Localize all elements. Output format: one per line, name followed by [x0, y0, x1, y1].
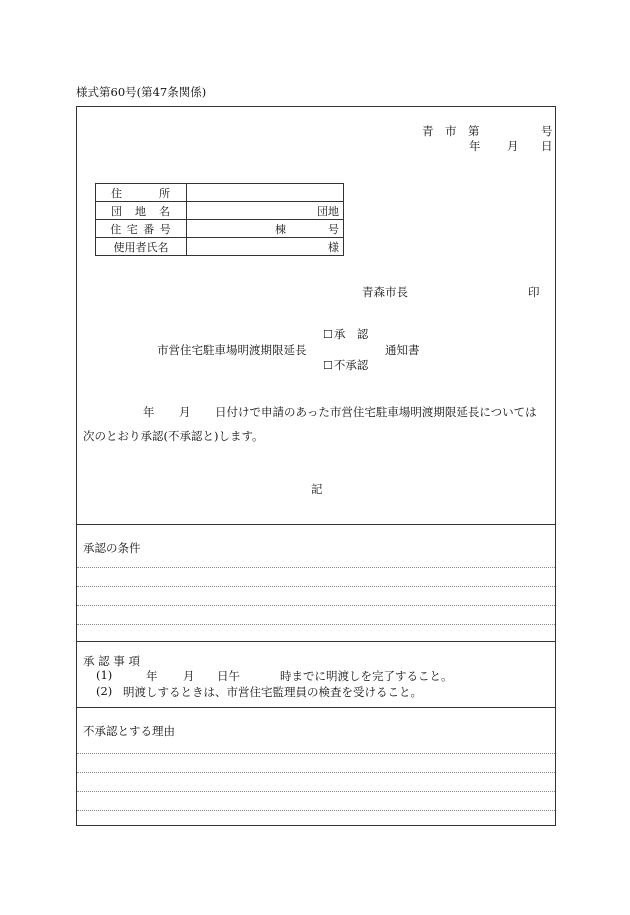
option-reject-label: 不承認 [333, 358, 369, 372]
item1-day: 日午 [217, 669, 240, 683]
body-month: 月 [179, 405, 191, 419]
item1-month: 月 [183, 669, 195, 683]
date-day: 日 [541, 139, 553, 153]
house-number-value [187, 220, 344, 238]
body-line2: 次のとおり承認(不承認と)します。 [83, 429, 264, 443]
address-value [187, 184, 344, 202]
user-name-value: 様 [187, 238, 344, 256]
ki-mark: 記 [311, 482, 323, 496]
date-year: 年 [469, 139, 481, 153]
table-row [96, 220, 344, 238]
item2-text: 明渡しするときは、市営住宅監理員の検査を受けること。 [123, 685, 422, 699]
item1-text: 時までに明渡しを完了すること。 [280, 669, 453, 683]
title-prefix: 市営住宅駐車場明渡期限延長 [157, 343, 307, 357]
house-number-label: 住 宅 番 号 [96, 220, 187, 238]
danchi-value: 団地 [187, 202, 344, 220]
divider [77, 524, 555, 525]
reason-line [77, 772, 555, 773]
form-caption: 様式第60号(第47条関係) [76, 85, 207, 99]
doc-number-city: 青 市 第 [422, 124, 480, 138]
title-suffix: 通知書 [385, 343, 420, 357]
date-month: 月 [507, 139, 519, 153]
condition-line [77, 567, 555, 568]
items-title: 承 認 事 項 [83, 654, 140, 668]
reason-line [77, 791, 555, 792]
item1-year: 年 [146, 669, 158, 683]
divider [77, 707, 555, 708]
danchi-label: 団 地 名 [96, 202, 187, 220]
divider [77, 641, 555, 642]
notification-form [76, 106, 556, 826]
reason-title: 不承認とする理由 [83, 724, 175, 738]
table-row [96, 238, 344, 256]
conditions-title: 承認の条件 [83, 541, 141, 555]
seal-mark: 印 [528, 285, 540, 299]
body-year: 年 [143, 405, 155, 419]
doc-number-go: 号 [541, 124, 553, 138]
checkbox-reject-icon: ☐ [323, 359, 333, 372]
option-approve-label: 承 認 [333, 327, 369, 341]
table-row [96, 202, 344, 220]
recipient-info-table [95, 183, 344, 256]
title-option-reject [323, 357, 368, 373]
house-go: 号 [328, 222, 339, 236]
condition-line [77, 605, 555, 606]
condition-line [77, 624, 555, 625]
condition-line [77, 586, 555, 587]
checkbox-approve-icon: ☐ [323, 328, 333, 341]
issuer-name: 青森市長 [362, 285, 408, 299]
title-option-approve [323, 326, 368, 342]
user-name-label: 使用者氏名 [96, 238, 187, 256]
reason-line [77, 810, 555, 811]
address-label: 住 所 [96, 184, 187, 202]
house-mune: 棟 [275, 222, 286, 236]
item1-num: (1) [96, 668, 113, 682]
reason-line [77, 753, 555, 754]
table-row [96, 184, 344, 202]
item2-num: (2) [96, 684, 113, 698]
body-line1: 日付けで申請のあった市営住宅駐車場明渡期限延長については [215, 405, 537, 419]
